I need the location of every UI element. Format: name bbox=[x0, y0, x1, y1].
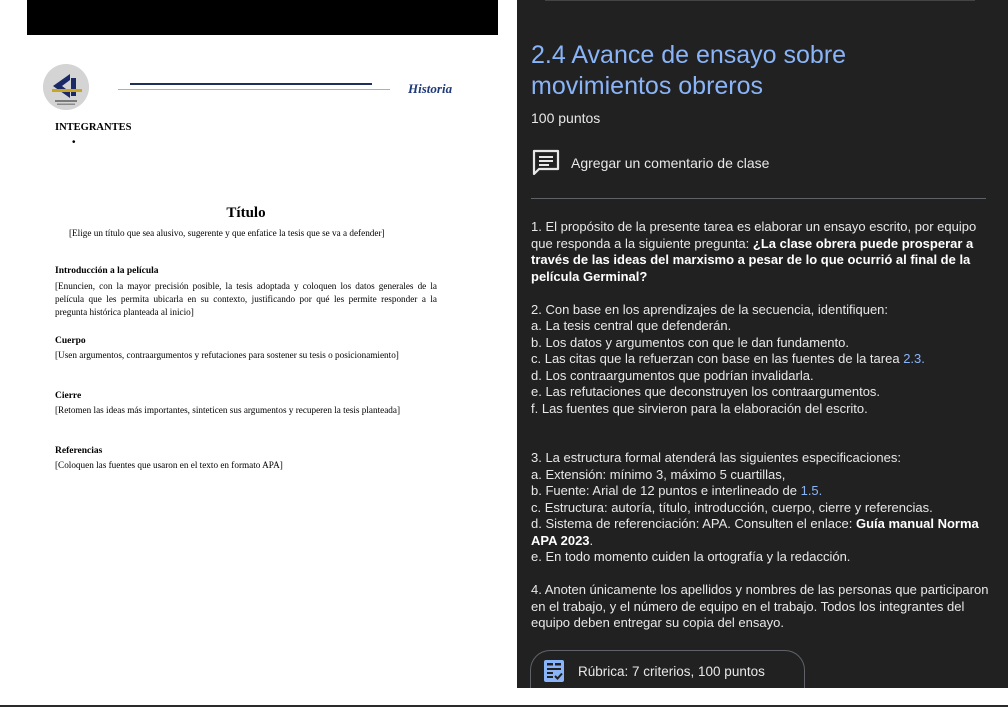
assignment-title: 2.4 Avance de ensayo sobre movimientos obreros bbox=[531, 41, 847, 100]
essay-question: ¿La clase obrera puede prosperar a través de las ideas del marxismo a pesar de lo que ocurrió al final de la película Germinal? bbox=[531, 235, 974, 284]
item3-c: c. Estructura: autoría, título, introducción, cuerpo, cierre y referencias. bbox=[531, 499, 933, 515]
section-heading-references: Referencias bbox=[55, 446, 103, 456]
item3-a: a. Extensión: mínimo 3, máximo 5 cuartillas, bbox=[531, 466, 786, 482]
rubric-button[interactable] bbox=[530, 650, 805, 688]
link-1-5[interactable]: 1.5. bbox=[800, 483, 823, 498]
link-2-3[interactable]: 2.3. bbox=[903, 351, 925, 366]
document-title: Título bbox=[226, 205, 266, 221]
panel-top-edge bbox=[545, 0, 975, 5]
instruction-item-2: 2. Con base en los aprendizajes de la secuencia, identifiquen: bbox=[531, 301, 889, 317]
team-bullet: • bbox=[72, 137, 76, 148]
item2-e: e. Las refutaciones que deconstruyen los contraargumentos. bbox=[531, 384, 881, 399]
item2-f: f. Las fuentes que sirvieron para la elaboración del escrito. bbox=[531, 400, 868, 416]
header-rule bbox=[130, 83, 372, 85]
item2-c: c. Las citas que la refuerzan con base en las fuentes de la tarea 2.3. bbox=[531, 351, 925, 366]
header-rule-gold bbox=[118, 89, 390, 90]
item2-d: d. Los contraargumentos que podrían invalidarla. bbox=[531, 367, 814, 383]
section-body-body: [Usen argumentos, contraargumentos y refutaciones para sostener su tesis o posicionamiento] bbox=[55, 350, 399, 360]
divider bbox=[531, 198, 986, 199]
school-logo-icon bbox=[43, 64, 89, 110]
assignment-panel bbox=[517, 0, 1008, 688]
section-body-intro: [Enuncien, con la mayor precisión posible, la tesis adoptada y coloquen los datos generales de la película que les permita ubicarla en su contexto, justificando por qué les permite responder a la pregunta histórica planteada al inicio] bbox=[55, 281, 437, 317]
team-header: INTEGRANTES bbox=[55, 122, 132, 133]
rubric-label: Rúbrica: 7 criterios, 100 puntos bbox=[578, 664, 765, 679]
instruction-item-4: 4. Anoten únicamente los apellidos y nombres de las personas que participaron en el trabajo, y el número de equipo en el trabajo. Todos los integrantes del equipo deben entregar su copia del ensayo. bbox=[531, 582, 989, 630]
subject-label: Historia bbox=[408, 81, 453, 96]
instruction-item-1: 1. El propósito de la presente tarea es elaborar un ensayo escrito, por equipo que responda a la siguiente pregunta: ¿La clase obrera puede prosperar a través de las ideas del marxismo a pesar de lo que ocurrió al final de la película Germinal? bbox=[531, 219, 977, 284]
add-class-comment-button[interactable]: Agregar un comentario de clase bbox=[571, 155, 770, 171]
title-hint: [Elige un título que sea alusivo, sugerente y que enfatice la tesis que se va a defender] bbox=[69, 228, 385, 238]
section-body-closing: [Retomen las ideas más importantes, sinteticen sus argumentos y recuperen la tesis planteada] bbox=[55, 405, 401, 415]
document-top-bar bbox=[27, 0, 498, 35]
item3-d: d. Sistema de referenciación: APA. Consulten el enlace: Guía manual Norma APA 2023. bbox=[531, 516, 979, 548]
section-body-references: [Coloquen las fuentes que usaron en el texto en formato APA] bbox=[55, 460, 283, 470]
instruction-item-3: 3. La estructura formal atenderá las siguientes especificaciones: bbox=[531, 450, 901, 465]
assignment-points: 100 puntos bbox=[531, 110, 601, 126]
section-heading-intro: Introducción a la película bbox=[55, 266, 159, 276]
rubric-icon bbox=[543, 659, 565, 683]
item3-b: b. Fuente: Arial de 12 puntos e interlineado de 1.5. bbox=[531, 483, 823, 498]
apa-guide-link[interactable]: Guía manual Norma APA 2023 bbox=[531, 516, 979, 548]
comment-icon[interactable] bbox=[532, 149, 560, 175]
section-heading-body: Cuerpo bbox=[55, 336, 86, 346]
section-heading-closing: Cierre bbox=[55, 391, 82, 401]
bottom-border bbox=[0, 705, 1008, 707]
assignment-instructions bbox=[531, 219, 991, 632]
item2-a: a. La tesis central que defenderán. bbox=[531, 318, 732, 333]
item3-e: e. En todo momento cuiden la ortografía y la redacción. bbox=[531, 549, 851, 564]
item2-b: b. Los datos y argumentos con que le dan fundamento. bbox=[531, 334, 849, 350]
